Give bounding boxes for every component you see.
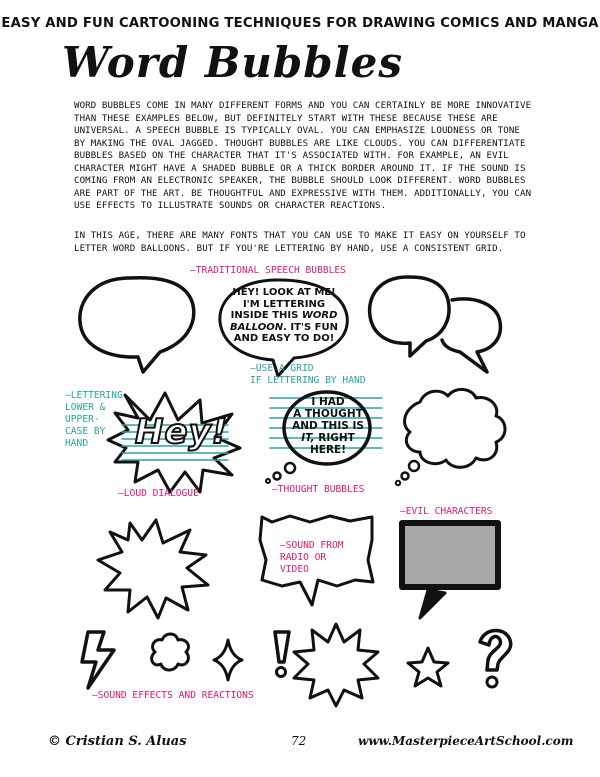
star-icon <box>408 648 448 686</box>
speech-line-3 <box>225 310 343 322</box>
cloud-thought-bubble <box>405 389 505 467</box>
copyright-notice: © Cristian S. Aluas <box>48 734 187 749</box>
grid-label: –USE A GRID IF LETTERING BY HAND <box>250 363 366 386</box>
loud-dialogue-label: –LOUD DIALOGUE <box>118 488 199 499</box>
double-speech-bubble-right <box>442 299 500 372</box>
speech-bubble-text <box>225 287 343 345</box>
speech-line-4 <box>225 322 343 334</box>
speech-emphasis-word: WORD <box>301 310 338 321</box>
hey-bubble-text: Hey! <box>135 412 229 452</box>
speech-line-5: AND EASY TO DO! <box>233 333 335 344</box>
thought-line-5: HERE! <box>309 444 346 456</box>
thought-it-word: IT, <box>301 432 315 444</box>
small-cloud-puff <box>152 634 189 670</box>
exclamation-icon <box>275 632 289 662</box>
series-header: EASY AND FUN CARTOONING TECHNIQUES FOR DRAWING COMICS AND MANGA <box>1 16 599 31</box>
question-mark-icon <box>480 630 511 670</box>
website-link[interactable]: www.MasterpieceArtSchool.com <box>358 734 574 748</box>
intro-paragraph: WORD BUBBLES COME IN MANY DIFFERENT FORMS AND YOU CAN CERTAINLY BE MORE INNOVATIVE THAN THESE EXAMPLES BELOW, BUT DEFINITELY START WITH THESE BECAUSE THESE ARE UNIVERSAL. A SPEECH BUBBLE IS TYPICALLY OVAL. YOU CAN EMPHASIZE LOUDNESS OR TONE BY MAKING THE OVAL JAGGED. THOUGHT BUBBLES ARE LIKE CLOUDS. YOU CAN DIFFERENTIATE BUBBLES BASED ON THE CHARACTER THAT IT'S ASSOCIATED WITH. FOR EXAMPLE, AN EVIL CHARACTER MIGHT HAVE A SHADED BUBBLE OR A THICK BORDER AROUND IT. IF THE SOUND IS COMING FROM AN ELECTRONIC SPEAKER, THE BUBBLE SHOULD LOOK DIFFERENT. WORD BUBBLES ARE PART OF THE ART. BE THOUGHTFUL AND EXPRESSIVE WITH THEM. ADDITIONALLY, YOU CAN USE EFFECTS TO ILLUSTRATE SOUNDS OR CHARACTER REACTIONS. <box>74 101 532 211</box>
evil-character-bubble <box>402 523 498 587</box>
evil-characters-label: –EVIL CHARACTERS <box>400 506 493 517</box>
thought-bubbles-label: –THOUGHT BUBBLES <box>272 484 365 495</box>
page-title: Word Bubbles <box>62 38 403 87</box>
thought-right-word: RIGHT <box>318 432 355 444</box>
speech-emphasis-balloon: BALLOON <box>229 321 284 333</box>
page-number: 72 <box>291 734 307 748</box>
thought-bubble-text <box>286 396 370 456</box>
thought-line-4 <box>286 432 370 444</box>
speech-line-3-text: INSIDE THIS <box>230 310 299 321</box>
double-speech-bubble-left <box>370 277 449 356</box>
lettering-label: –LETTERING LOWER & UPPER- CASE BY HAND <box>65 390 123 449</box>
speech-line-4-text: . IT'S FUN <box>283 321 338 333</box>
speech-line-1: HEY! LOOK AT ME! <box>232 287 336 298</box>
starburst-icon <box>294 624 378 706</box>
thought-line-3: AND THIS IS <box>292 420 364 432</box>
thought-line-1: I HAD <box>311 396 345 408</box>
sound-effects-label: –SOUND EFFECTS AND REACTIONS <box>92 690 254 701</box>
sparkle-icon <box>214 640 242 680</box>
thought-line-2: A THOUGHT <box>293 408 363 420</box>
traditional-label: –TRADITIONAL SPEECH BUBBLES <box>190 265 346 276</box>
lettering-paragraph: IN THIS AGE, THERE ARE MANY FONTS THAT YOU CAN USE TO MAKE IT EASY ON YOURSELF TO LETTER WORD BALLOONS. BUT IF YOU'RE LETTERING BY HAND, USE A CONSISTENT GRID. <box>74 231 526 254</box>
lightning-bolt-icon <box>82 632 114 688</box>
radio-video-label: –SOUND FROM RADIO OR VIDEO <box>280 540 344 575</box>
oval-speech-bubble <box>80 278 194 372</box>
speech-line-2: I'M LETTERING <box>242 298 326 310</box>
loud-burst-bubble <box>98 520 208 618</box>
